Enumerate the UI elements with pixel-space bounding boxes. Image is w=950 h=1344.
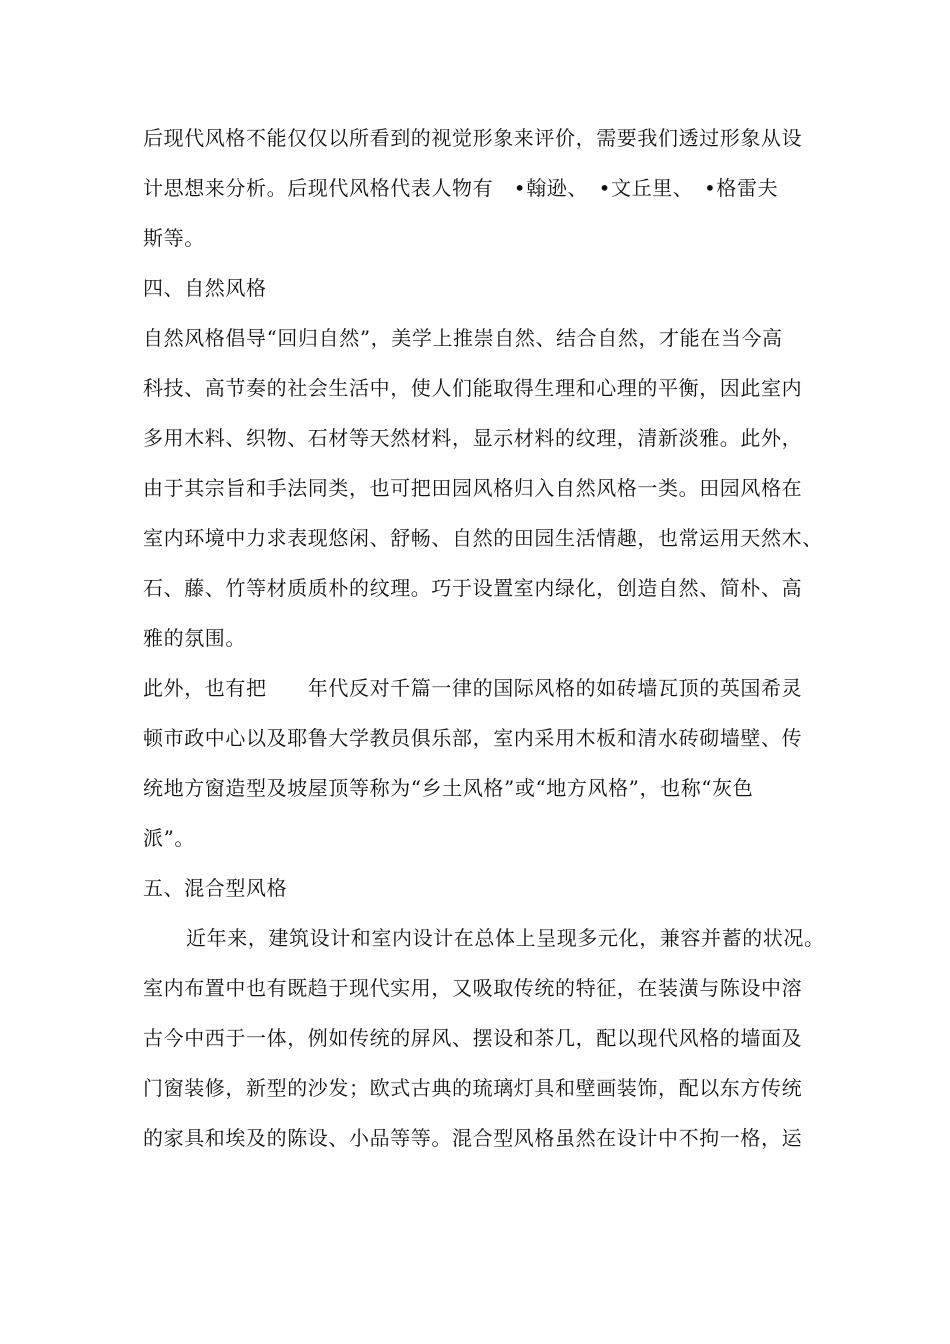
paragraph-line: 统地方窗造型及坡屋顶等称为“乡土风格”或“地方风格”，也称“灰色 [143,776,754,800]
section-heading: 四、自然风格 [143,276,267,300]
paragraph-line: 顿市政中心以及耶鲁大学教员俱乐部，室内采用木板和清水砖砌墙壁、传 [143,726,803,750]
paragraph-line: 雅的氛围。 [143,626,246,650]
paragraph-line: 室内环境中力求表现悠闲、舒畅、自然的田园生活情趣，也常运用天然木、 [143,526,823,550]
paragraph-line: 门窗装修，新型的沙发；欧式古典的琉璃灯具和壁画装饰，配以东方传统 [143,1076,803,1100]
paragraph-line: 派”。 [143,826,196,850]
paragraph-line: 石、藤、竹等材质质朴的纹理。巧于设置室内绿化，创造自然、简朴、高 [143,576,803,600]
paragraph-line: 由于其宗旨和手法同类，也可把田园风格归入自然风格一类。田园风格在 [143,476,803,500]
paragraph-line: 斯等。 [143,226,205,250]
paragraph-line: 室内布置中也有既趋于现代实用，又吸取传统的特征，在装潢与陈设中溶 [143,976,803,1000]
paragraph-line: 古今中西于一体，例如传统的屏风、摆设和茶几，配以现代风格的墙面及 [143,1026,803,1050]
paragraph-line: 科技、高节奏的社会生活中，使人们能取得生理和心理的平衡，因此室内 [143,376,803,400]
paragraph-line: 此外，也有把 年代反对千篇一律的国际风格的如砖墙瓦顶的英国希灵 [143,676,803,700]
paragraph-line: 的家具和埃及的陈设、小品等等。混合型风格虽然在设计中不拘一格，运 [143,1126,803,1150]
section-heading: 五、混合型风格 [143,876,288,900]
paragraph-line: 多用木料、织物、石材等天然材料，显示材料的纹理，清新淡雅。此外， [143,426,803,450]
paragraph-line: 自然风格倡导“回归自然”，美学上推崇自然、结合自然，才能在当今高 [143,326,783,350]
paragraph-line: 后现代风格不能仅仅以所看到的视觉形象来评价，需要我们透过形象从设 [143,126,803,150]
paragraph-line: 近年来，建筑设计和室内设计在总体上呈现多元化，兼容并蓄的状况。 [186,926,825,950]
paragraph-line: 计思想来分析。后现代风格代表人物有 •翰逊、 •文丘里、 •格雷夫 [143,176,779,200]
